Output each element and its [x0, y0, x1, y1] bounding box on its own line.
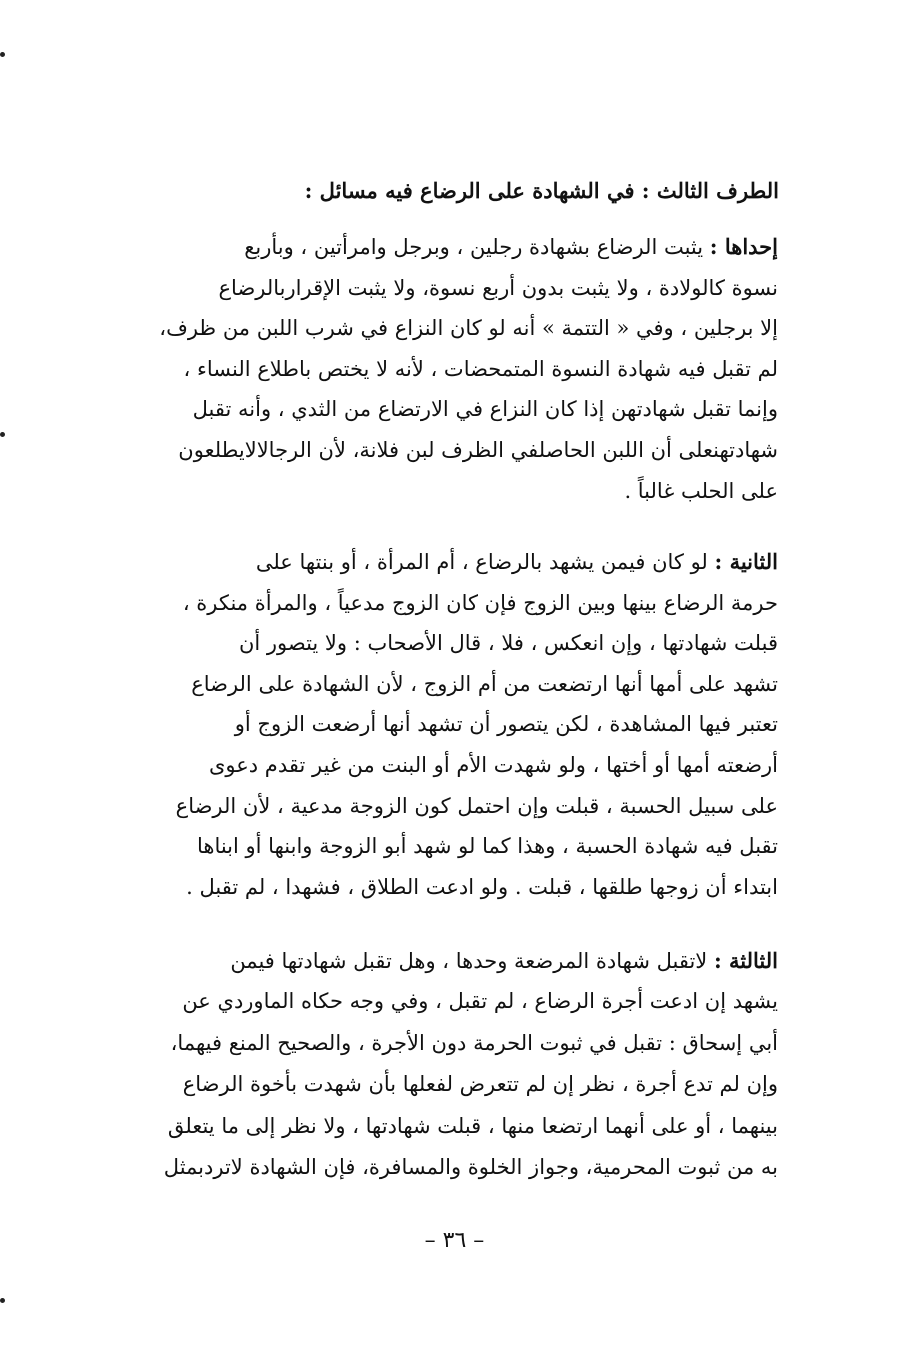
paragraph-line: تشهد على أمها أنها ارتضعت من أم الزوج ، لأن الشهادة على الرضاع	[191, 671, 778, 696]
scan-edge-mark	[0, 52, 5, 57]
paragraph-lead: الثانية :	[714, 549, 778, 574]
scan-edge-mark	[0, 1298, 5, 1303]
paragraph-line: لم تقبل فيه شهادة النسوة المتمحضات ، لأنه لا يختص باطلاع النساء ،	[183, 356, 778, 381]
paragraph-line: به من ثبوت المحرمية، وجواز الخلوة والمسافرة، فإن الشهادة لاتردبمثل	[163, 1154, 778, 1179]
paragraph-line-text: لو كان فيمن يشهد بالرضاع ، أم المرأة ، أو بنتها على	[255, 550, 715, 574]
paragraph-line: أرضعته أمها أو أختها ، ولو شهدت الأم أو البنت من غير تقدم دعوى	[208, 752, 778, 777]
paragraph-line: حرمة الرضاع بينها وبين الزوج فإن كان الزوج مدعياً ، والمرأة منكرة ،	[182, 590, 778, 615]
scan-edge-mark	[0, 432, 5, 437]
paragraph-line-text: لاتقبل شهادة المرضعة وحدها ، وهل تقبل شهادتها فيمن	[230, 949, 714, 973]
paragraph-lead: إحداها :	[709, 234, 778, 259]
paragraph-line: قبلت شهادتها ، وإن انعكس ، فلا ، قال الأصحاب : ولا يتصور أن	[238, 631, 778, 656]
paragraph-third-issue	[133, 940, 778, 1188]
paragraph-lead: الثالثة :	[713, 948, 778, 973]
paragraph-line	[133, 227, 778, 268]
paragraph-line: نسوة كالولادة ، ولا يثبت بدون أربع نسوة، ولا يثبت الإقراربالرضاع	[218, 275, 778, 300]
paragraph-line: وإنما تقبل شهادتهن إذا كان النزاع في الارتضاع من الثدي ، وأنه تقبل	[192, 397, 778, 422]
paragraph-line	[133, 542, 778, 583]
page-number: – ٣٦ –	[424, 1228, 485, 1253]
paragraph-first-issue	[133, 227, 778, 511]
paragraph-line: وإن لم تدع أجرة ، نظر إن لم تتعرض لفعلها بأن شهدت بأخوة الرضاع	[182, 1072, 778, 1097]
paragraph-line: تعتبر فيها المشاهدة ، لكن يتصور أن تشهد أنها أرضعت الزوج أو	[234, 712, 778, 737]
paragraph-line: على الحلب غالباً .	[624, 478, 778, 503]
paragraph-second-issue	[133, 542, 778, 907]
paragraph-line	[133, 940, 778, 981]
paragraph-line-text: يثبت الرضاع بشهادة رجلين ، وبرجل وامرأتين ، وبأربع	[244, 235, 710, 259]
paragraph-line: على سبيل الحسبة ، قبلت وإن احتمل كون الزوجة مدعية ، لأن الرضاع	[175, 793, 778, 818]
paragraph-line: شهادتهنعلى أن اللبن الحاصلفي الظرف لبن فلانة، لأن الرجالالايطلعون	[178, 437, 778, 462]
paragraph-line: ابتداء أن زوجها طلقها ، قبلت . ولو ادعت الطلاق ، فشهدا ، لم تقبل .	[186, 874, 778, 899]
paragraph-line: أبي إسحاق : تقبل في ثبوت الحرمة دون الأجرة ، والصحيح المنع فيهما،	[170, 1030, 778, 1055]
paragraph-line: يشهد إن ادعت أجرة الرضاع ، لم تقبل ، وفي وجه حكاه الماوردي عن	[182, 989, 778, 1014]
paragraph-line: إلا برجلين ، وفي « التتمة » أنه لو كان النزاع في شرب اللبن من ظرف،	[159, 316, 778, 341]
paragraph-line: تقبل فيه شهادة الحسبة ، وهذا كما لو شهد أبو الزوجة وابنها أو ابناها	[196, 834, 778, 859]
section-heading: الطرف الثالث : في الشهادة على الرضاع فيه مسائل :	[304, 178, 779, 203]
paragraph-line: بينهما ، أو على أنهما ارتضعا منها ، قبلت شهادتها ، ولا نظر إلى ما يتعلق	[167, 1113, 778, 1138]
